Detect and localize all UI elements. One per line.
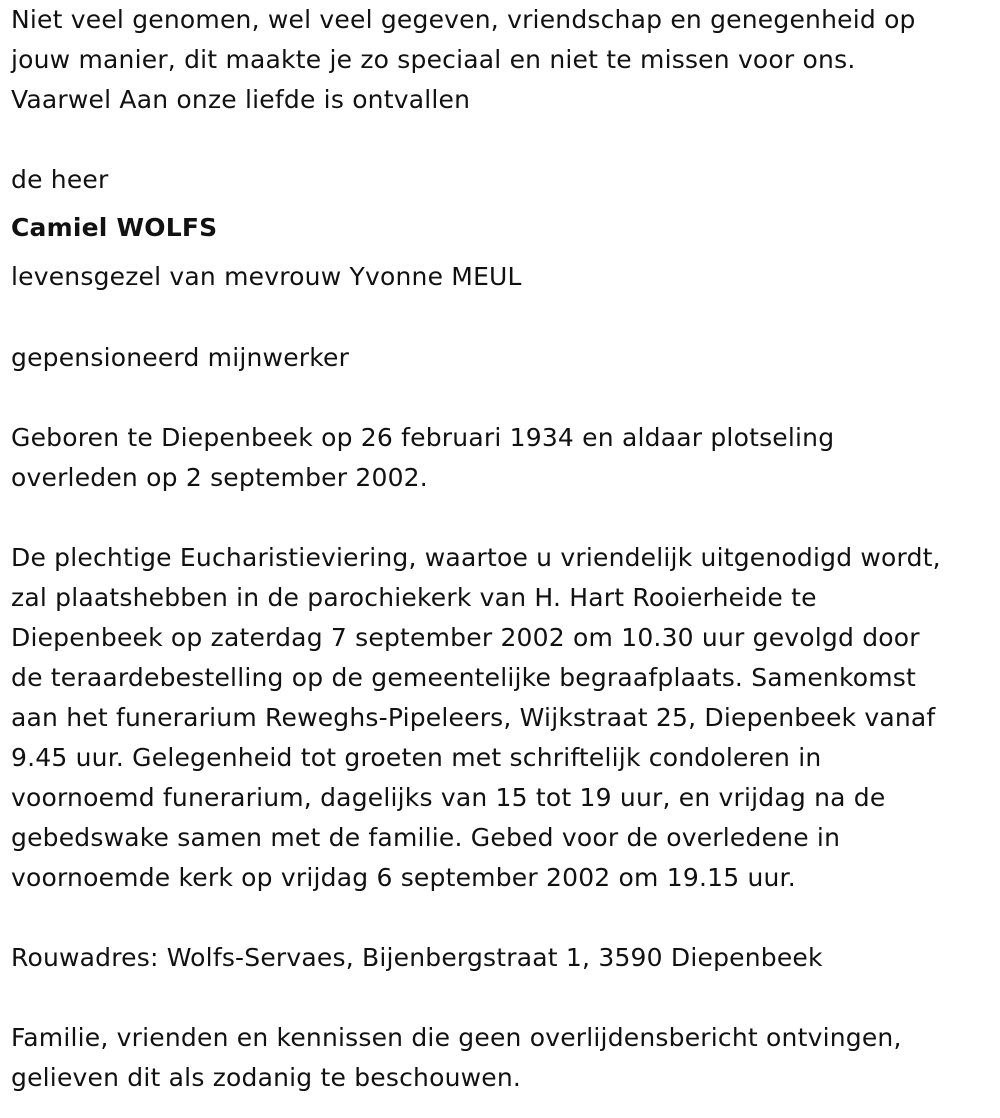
closing-line: Familie, vrienden en kennissen die geen overlijdensbericht ontvingen, [11, 1023, 902, 1052]
spacer [11, 298, 991, 338]
intro-paragraph [11, 0, 991, 120]
mourning-address: Rouwadres: Wolfs-Servaes, Bijenbergstraat 1, 3590 Diepenbeek [11, 943, 823, 972]
ceremony-line: 9.45 uur. Gelegenheid tot groeten met schriftelijk condoleren in [11, 743, 822, 772]
deceased-occupation: gepensioneerd mijnwerker [11, 343, 350, 372]
ceremony-line: aan het funerarium Reweghs-Pipeleers, Wijkstraat 25, Diepenbeek vanaf [11, 703, 936, 732]
ceremony-line: de teraardebestelling op de gemeentelijke begraafplaats. Samenkomst [11, 663, 917, 692]
spacer [11, 120, 991, 160]
spacer [11, 898, 991, 938]
intro-line: Niet veel genomen, wel veel gegeven, vriendschap en genegenheid op [11, 5, 916, 34]
birth-death-line: Geboren te Diepenbeek op 26 februari 1934 en aldaar plotseling [11, 423, 835, 452]
obituary-document [11, 0, 991, 1098]
ceremony-line: gebedswake samen met de familie. Gebed voor de overledene in [11, 823, 841, 852]
deceased-title: de heer [11, 165, 109, 194]
ceremony-line: zal plaatshebben in de parochiekerk van H. Hart Rooierheide te [11, 583, 817, 612]
deceased-partner: levensgezel van mevrouw Yvonne MEUL [11, 262, 522, 291]
closing-paragraph [11, 1018, 991, 1098]
deceased-name: Camiel WOLFS [11, 213, 218, 242]
ceremony-line: Diepenbeek op zaterdag 7 september 2002 om 10.30 uur gevolgd door [11, 623, 920, 652]
intro-line: Vaarwel Aan onze liefde is ontvallen [11, 85, 471, 114]
ceremony-line: De plechtige Eucharistieviering, waartoe u vriendelijk uitgenodigd wordt, [11, 543, 941, 572]
birth-death-paragraph [11, 418, 991, 498]
ceremony-line: voornoemd funerarium, dagelijks van 15 tot 19 uur, en vrijdag na de [11, 783, 886, 812]
ceremony-paragraph [11, 538, 991, 898]
ceremony-line: voornoemde kerk op vrijdag 6 september 2002 om 19.15 uur. [11, 863, 796, 892]
intro-line: jouw manier, dit maakte je zo speciaal en niet te missen voor ons. [11, 45, 856, 74]
birth-death-line: overleden op 2 september 2002. [11, 463, 428, 492]
spacer [11, 498, 991, 538]
spacer [11, 978, 991, 1018]
closing-line: gelieven dit als zodanig te beschouwen. [11, 1063, 522, 1092]
spacer [11, 378, 991, 418]
